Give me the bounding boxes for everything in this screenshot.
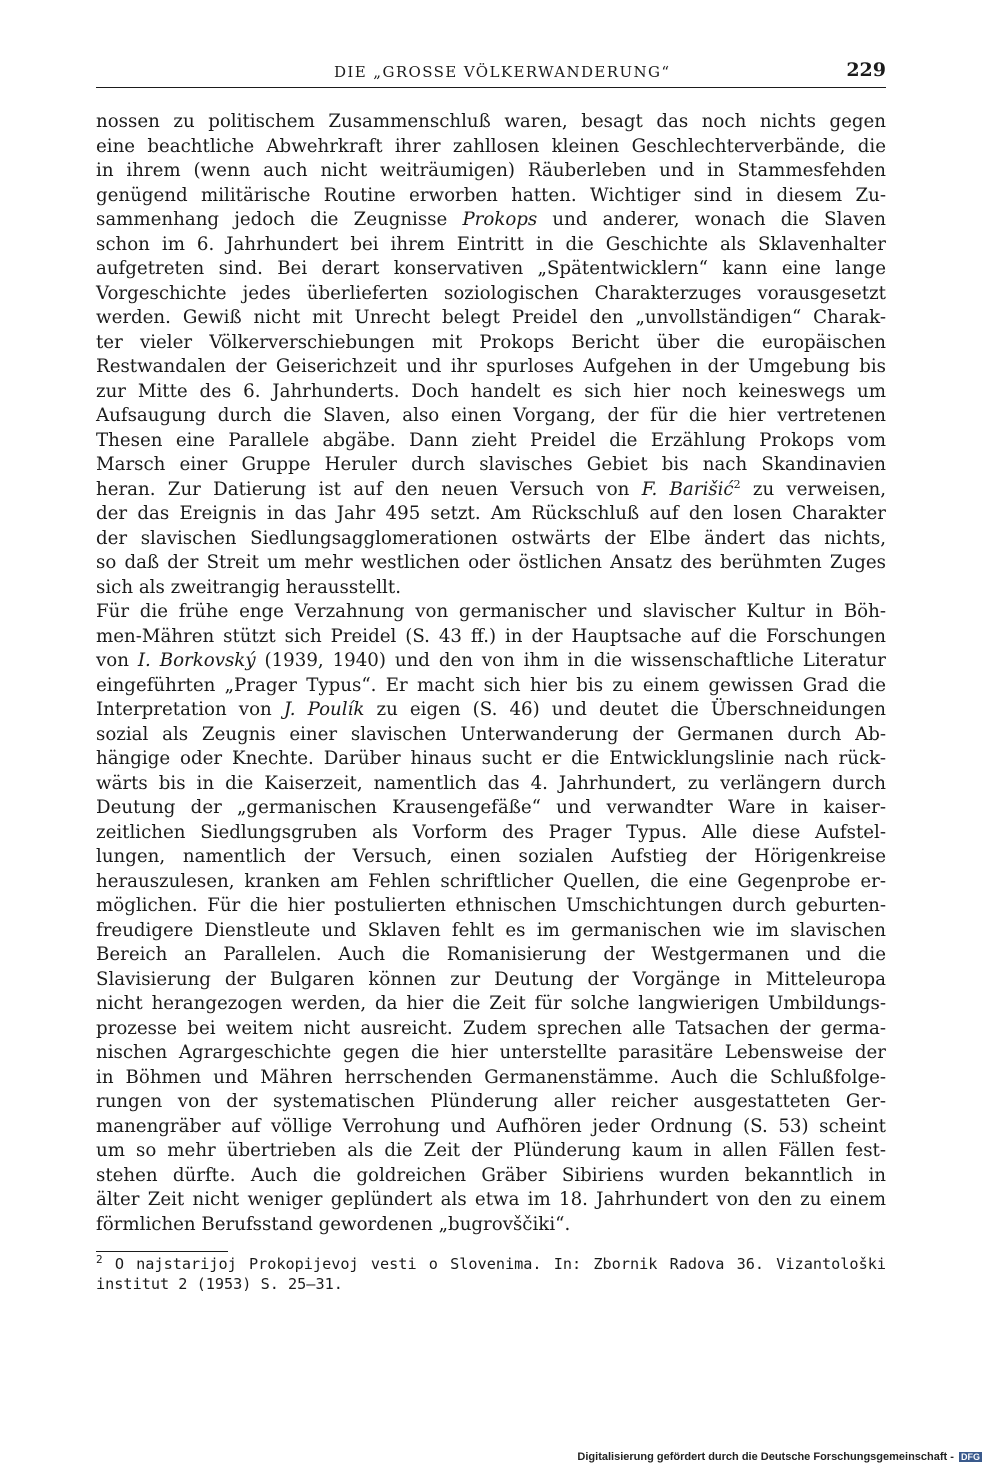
text-line: herauszulesen, kranken am Fehlen schriftlicher Quellen, die eine Gegenprobe er- [96,870,886,892]
text-line: manengräber auf völlige Verrohung und Aufhören jeder Ordnung (S. 53) scheint [96,1115,886,1137]
text-line: Bereich an Parallelen. Auch die Romanisierung der Westgermanen und die [96,944,886,965]
footnote-marker: 2 [96,1252,103,1266]
text-line: werden. Gewiß nicht mit Unrecht belegt Preidel den „unvollständigen“ Charak- [96,307,886,328]
digitization-credit [577,1451,982,1463]
text-line: schon im 6. Jahrhundert bei ihrem Eintritt in die Geschichte als Sklavenhalter [96,233,886,255]
text-line: Vorgeschichte jedes überlieferten soziologischen Charakterzuges vorausgesetzt [96,282,886,304]
text-line: möglichen. Für die hier postulierten ethnischen Umschichtungen durch geburten- [96,895,886,916]
body-text [96,110,886,1237]
text-line: Für die frühe enge Verzahnung von germanischer und slavischer Kultur in Böh- [96,601,886,622]
text-line: Aufsaugung durch die Slaven, also einen Vorgang, der für die hier vertretenen [96,405,886,426]
footnote-divider [96,1251,228,1252]
text-line: zur Mitte des 6. Jahrhunderts. Doch handelt es sich hier noch keineswegs um [96,380,886,402]
text-line: eine beachtliche Abwehrkraft ihrer zahllosen kleinen Geschlechterverbände, die [96,135,886,157]
text-line: ter vieler Völkerverschiebungen mit Prokops Bericht über die europäischen [96,331,886,353]
text-line: nicht herangezogen werden, da hier die Zeit für solche langwierigen Umbildungs- [96,993,886,1014]
text-line: sammenhang jedoch die Zeugnisse Prokops und anderer, wonach die Slaven [96,209,886,230]
text-line: in ihrem (wenn auch nicht weiträumigen) Räuberleben und in Stammesfehden [96,160,886,181]
dfg-logo-icon: DFG [961,1452,980,1463]
text-line: nossen zu politischem Zusammenschluß waren, besagt das noch nichts gegen [96,111,886,132]
text-line: Deutung der „germanischen Krausengefäße“ und verwandter Ware in kaiser- [96,797,886,818]
footnote [96,1254,886,1294]
text-line: lungen, namentlich der Versuch, einen sozialen Aufstieg der Hörigenkreise [96,846,886,867]
text-line: der das Ereignis in das Jahr 495 setzt. Am Rückschluß auf den losen Charakter [96,503,886,524]
text-line: förmlichen Berufsstand gewordenen „bugrovščiki“. [96,1213,571,1235]
text-line: men-Mähren stützt sich Preidel (S. 43 ff.) in der Hauptsache auf die Forschungen [96,625,886,647]
text-line: in Böhmen und Mähren herrschenden Germanenstämme. Auch die Schlußfolge- [96,1066,886,1088]
page-number: 229 [846,59,886,81]
text-line: Restwandalen der Geiserichzeit und ihr spurloses Aufgehen in der Umgebung bis [96,356,886,377]
text-line: um so mehr übertrieben als die Zeit der Plünderung kaum in allen Fällen fest- [96,1140,886,1161]
text-line: so daß der Streit um mehr westlichen oder östlichen Ansatz des berühmten Zuges [96,552,886,573]
text-line: hängige oder Knechte. Darüber hinaus sucht er die Entwicklungslinie nach rück- [96,748,886,769]
text-line: aufgetreten sind. Bei derart konservativen „Spätentwicklern“ kann eine lange [96,258,886,279]
credit-text: Digitalisierung gefördert durch die Deutsche Forschungsgemeinschaft - [577,1451,954,1463]
text-line: prozesse bei weitem nicht ausreicht. Zudem sprechen alle Tatsachen der germa- [96,1017,886,1039]
text-line: älter Zeit nicht weniger geplündert als etwa im 18. Jahrhundert von den zu einem [96,1189,886,1210]
author-name-poulik: J. Poulík [283,699,365,720]
text-line: stehen dürfte. Auch die goldreichen Gräber Sibiriens wurden bekanntlich in [96,1164,886,1186]
text-line: heran. Zur Datierung ist auf den neuen Versuch von F. Barišić$^2$ zu verweisen, [96,477,886,500]
text-line: Thesen eine Parallele abgäbe. Dann zieht Preidel die Erzählung Prokops vom [96,429,886,451]
text-line: Interpretation von J. Poulík zu eigen (S. 46) und deutet die Überschneidungen [96,699,886,720]
author-name-prokop: Prokops [462,209,538,230]
running-title: DIE „GROSSE VÖLKERWANDERUNG“ [334,63,671,81]
text-line: wärts bis in die Kaiserzeit, namentlich das 4. Jahrhundert, zu verlängern durch [96,772,886,794]
text-line: sozial als Zeugnis einer slavischen Unterwanderung der Germanen durch Ab- [96,723,886,745]
text-line: freudigere Dienstleute und Sklaven fehlt es im germanischen wie im slavischen [96,919,886,941]
text-line: eingeführten „Prager Typus“. Er macht sich hier bis zu einem gewissen Grad die [96,674,886,696]
author-name-barisic: F. Barišić [641,478,734,500]
footnote-ref: 2 [733,477,741,491]
text-line: Marsch einer Gruppe Heruler durch slavisches Gebiet bis nach Skandinavien [96,454,886,475]
author-name-borkovsky: I. Borkovský [137,650,256,671]
text-line: von I. Borkovský (1939, 1940) und den von ihm in die wissenschaftliche Literatur [96,650,886,671]
text-line: genügend militärische Routine erworben hatten. Wichtiger sind in diesem Zu- [96,184,886,206]
text-line: Slavisierung der Bulgaren können zur Deutung der Vorgänge in Mitteleuropa [96,968,886,990]
footnote-line: $^2$ O najstarijoj Prokopijevoj vesti o Slovenima. In: Zbornik Radova 36. Vizantološki [96,1252,886,1273]
running-header [96,57,886,88]
text-line: nischen Agrargeschichte gegen die hier unterstellte parasitäre Lebensweise der [96,1042,886,1063]
text-line: rungen von der systematischen Plünderung aller reicher ausgestatteten Ger- [96,1091,886,1112]
text-line: zeitlichen Siedlungsgruben als Vorform des Prager Typus. Alle diese Aufstel- [96,821,886,843]
text-line: der slavischen Siedlungsagglomerationen ostwärts der Elbe ändert das nichts, [96,527,886,549]
text-line: sich als zweitrangig herausstellt. [96,576,401,598]
footnote-line: institut 2 (1953) S. 25—31. [96,1275,343,1293]
